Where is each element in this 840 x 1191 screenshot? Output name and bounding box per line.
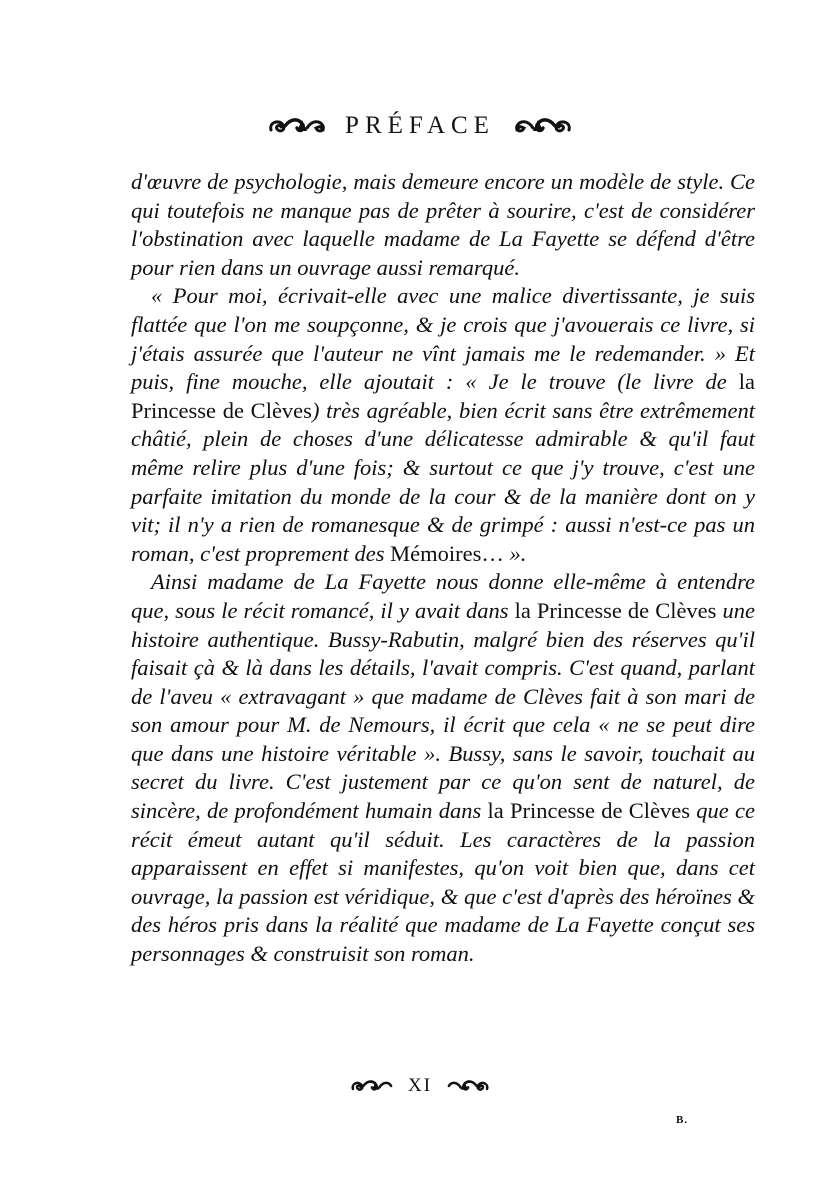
paragraph bbox=[131, 568, 755, 968]
book-title: la Princesse de Clèves bbox=[487, 798, 690, 824]
page-title: PRÉFACE bbox=[345, 112, 495, 139]
text-segment: « Pour moi, écrivait-elle avec une malice divertissante, je suis flattée que l'on me soupçonne, & je crois que j'avouerais ce livre, si j'étais assurée que l'auteur ne vînt jamais me le redemander. » Et puis, fine mouche, elle ajoutait : « Je le trouve (le livre de bbox=[131, 283, 755, 395]
text-segment: ». bbox=[503, 540, 527, 566]
paragraph bbox=[131, 168, 755, 282]
fleuron-right-icon bbox=[513, 116, 573, 136]
fleuron-left-icon bbox=[267, 116, 327, 136]
text-segment: que ce récit émeut autant qu'il séduit. Les caractères de la passion apparaissent en effet si manifestes, qu'on voit bien que, dans cet ouvrage, la passion est véridique, & que c'est d'après des héroïnes & des héros pris dans la réalité que madame de La Fayette conçut ses personnages & construisit son roman. bbox=[131, 798, 755, 967]
text-segment: une histoire authentique. Bussy-Rabutin, malgré bien des réserves qu'il faisait çà & là dans les détails, l'avait compris. C'est quand, parlant de l'aveu « extravagant » que madame de Clèves fait à son mari de son amour pour M. de Nemours, il écrit que cela « ne se peut dire que dans une histoire véritable ». Bussy, sans le savoir, touchait au secret du livre. C'est justement par ce qu'on sent de naturel, de sincère, de profondément humain dans bbox=[131, 597, 755, 824]
page-number: XI bbox=[407, 1075, 433, 1096]
book-title: la Princesse de Clèves bbox=[514, 597, 717, 623]
fleuron-left-icon bbox=[350, 1078, 394, 1094]
body-text bbox=[131, 168, 755, 969]
text-segment: Ainsi madame de La Fayette nous donne elle-même à entendre que, sous le récit romancé, il y avait dans bbox=[131, 569, 755, 623]
paragraph bbox=[131, 282, 755, 568]
running-header bbox=[0, 112, 840, 140]
page-number-footer bbox=[0, 1075, 840, 1097]
book-title: la Princesse de Clèves bbox=[131, 369, 755, 423]
text-segment: d'œuvre de psychologie, mais demeure encore un modèle de style. Ce qui toutefois ne manque pas de prêter à sourire, c'est de considérer l'obstination avec laquelle madame de La Fayette se défend d'être pour rien dans un ouvrage aussi remarqué. bbox=[131, 169, 755, 280]
printer-signature: B. bbox=[676, 1114, 689, 1126]
text-segment-roman: Mémoires… bbox=[390, 540, 504, 566]
text-segment: ) très agréable, bien écrit sans être extrêmement châtié, plein de choses d'une délicatesse admirable & qu'il faut même relire plus d'une fois; & surtout ce que j'y trouve, c'est une parfaite imitation du monde de la cour & de la manière dont on y vit; il n'y a rien de romanesque & de grimpé : aussi n'est-ce pas un roman, c'est proprement des bbox=[131, 397, 755, 566]
fleuron-right-icon bbox=[446, 1078, 490, 1094]
